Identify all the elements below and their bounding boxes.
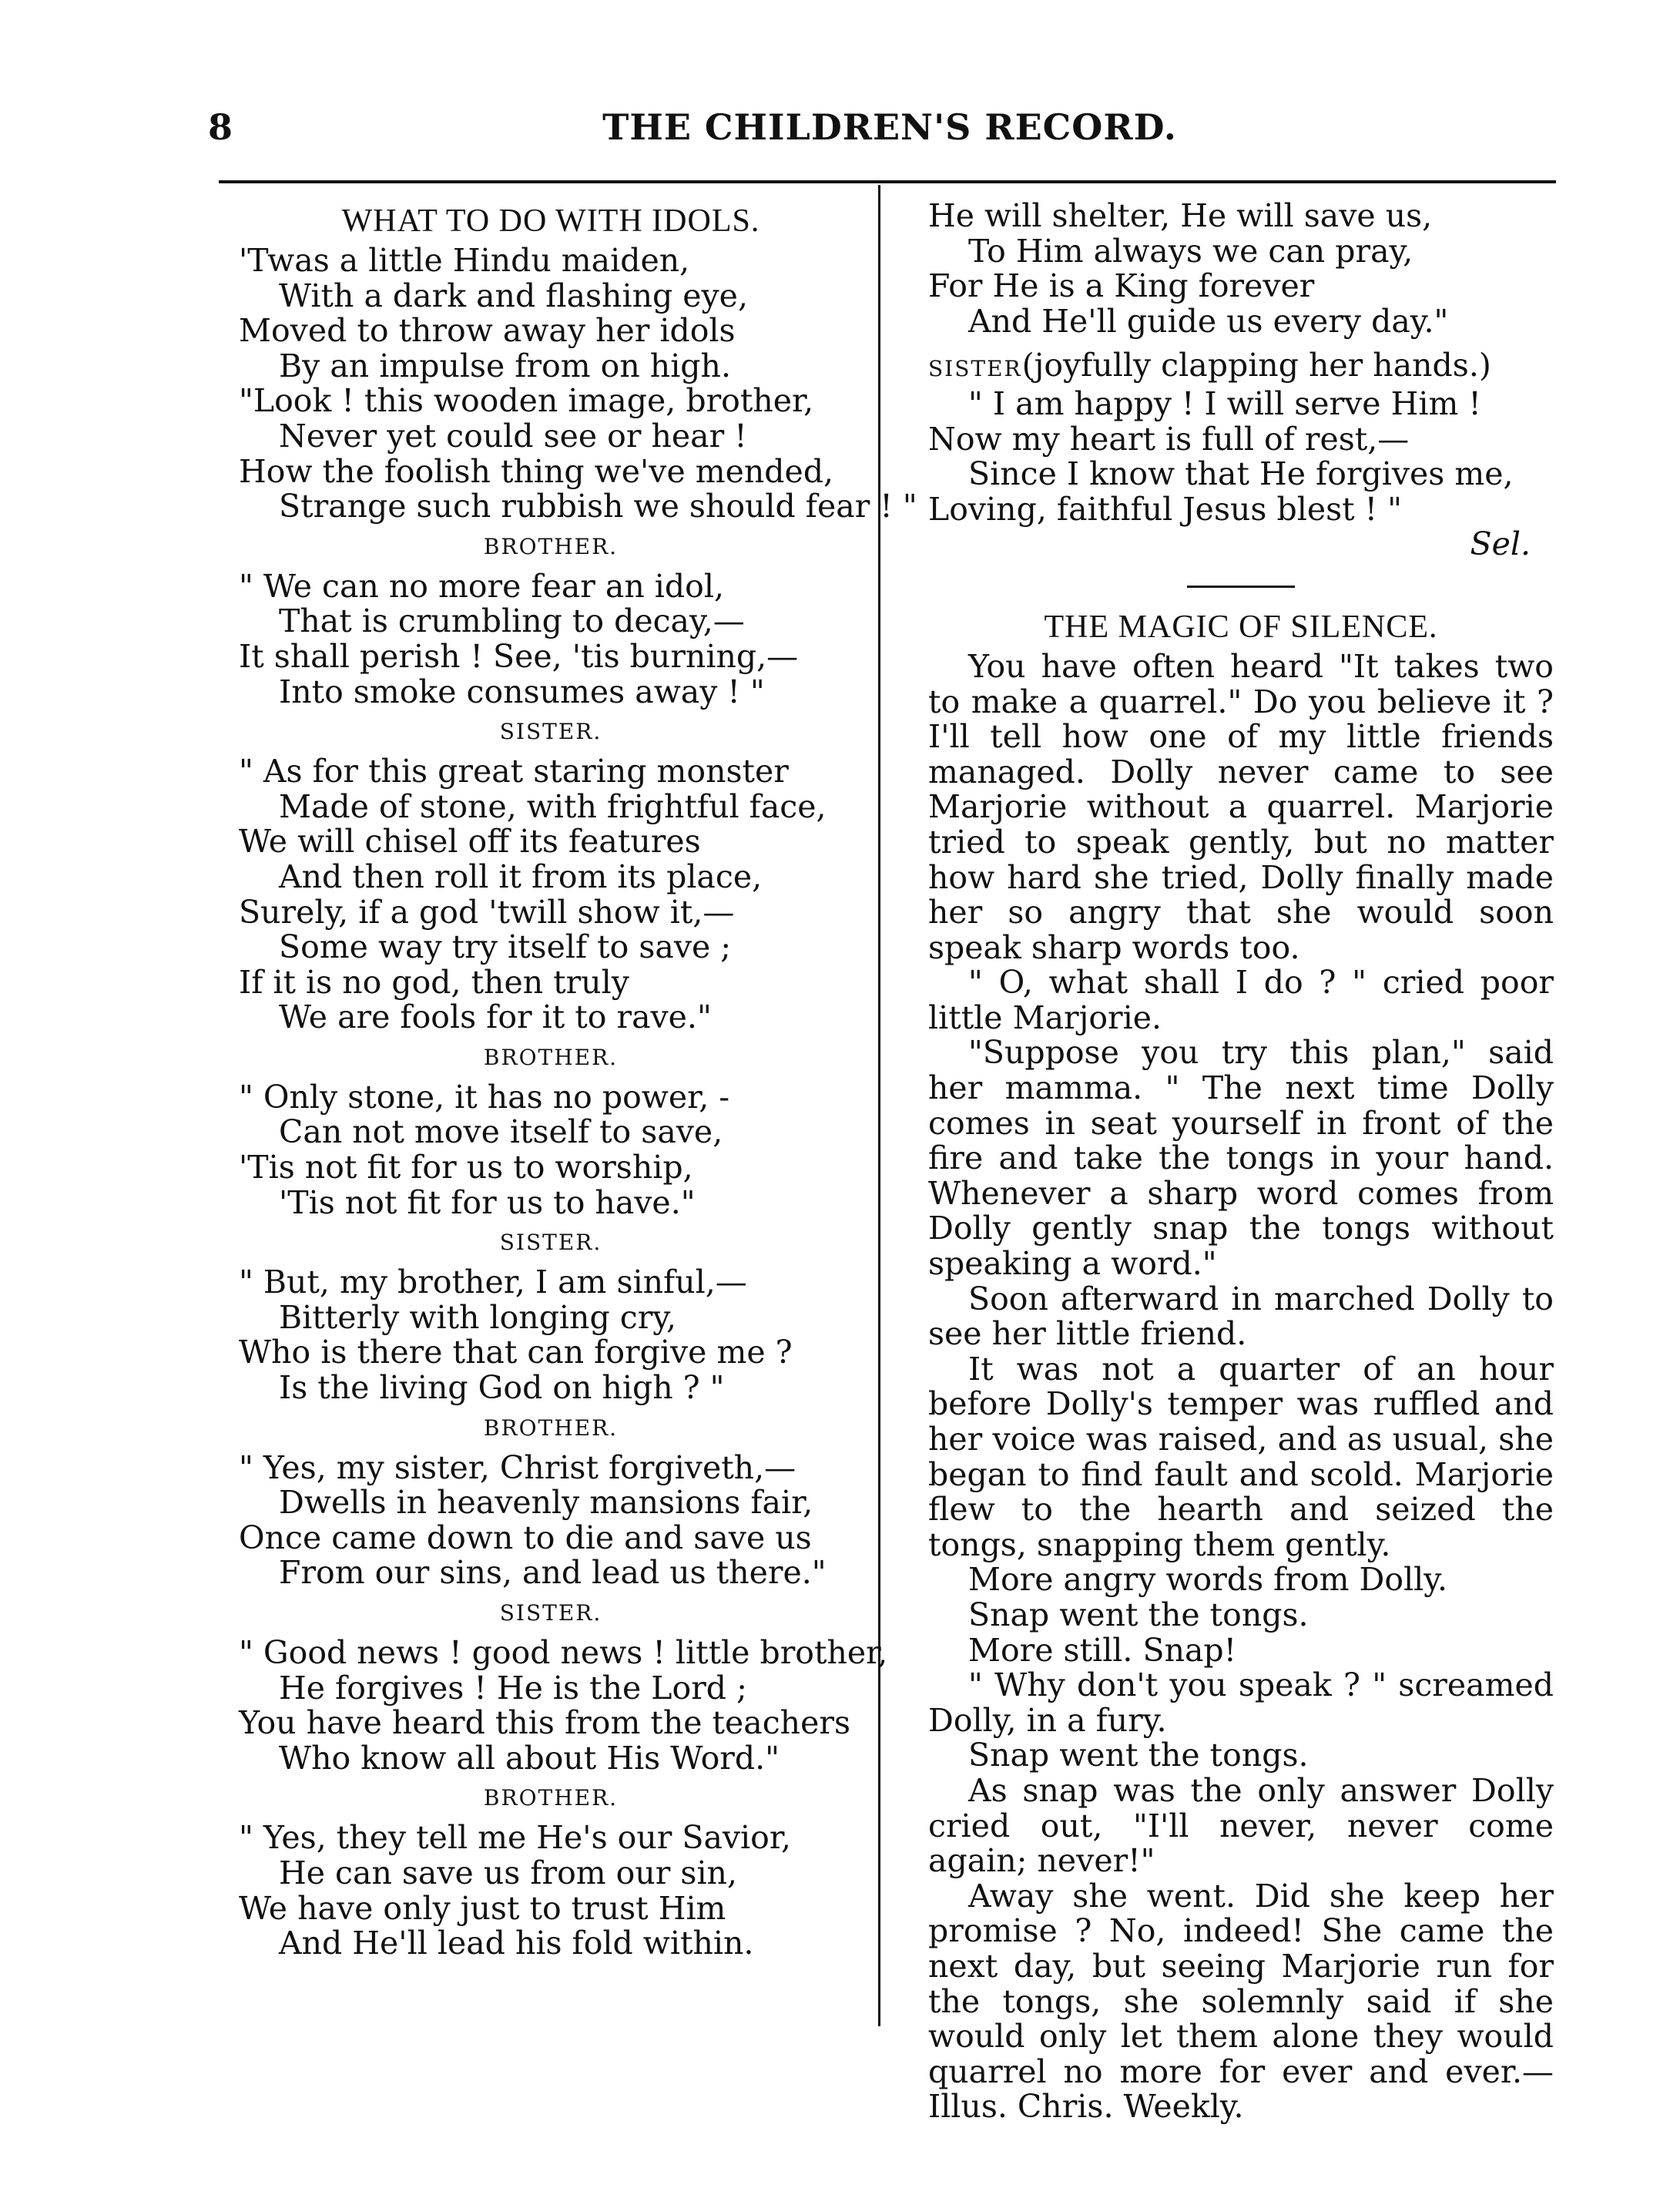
poem-line: We are fools for it to rave." bbox=[279, 998, 712, 1036]
poem-line: " We can no more fear an idol, bbox=[239, 567, 724, 605]
poem-line: He will shelter, He will save us, bbox=[928, 197, 1433, 234]
speaker-label: BROTHER. bbox=[483, 1044, 619, 1070]
poem-line: That is crumbling to decay,— bbox=[279, 602, 745, 640]
poem-line: Surely, if a god 'twill show it,— bbox=[239, 893, 735, 931]
stanza bbox=[239, 242, 917, 525]
paragraph: " O, what shall I do ? " cried poor little Marjorie. bbox=[928, 964, 1554, 1036]
poem-line: For He is a King forever bbox=[928, 267, 1315, 305]
speaker-label: SISTER bbox=[928, 356, 1022, 382]
stanza bbox=[239, 1821, 863, 1961]
paragraph: More still. Snap! bbox=[968, 1631, 1237, 1669]
poem-line: Can not move itself to save, bbox=[279, 1113, 723, 1151]
speaker-line bbox=[928, 348, 1554, 387]
poem-line: And He'll guide us every day." bbox=[968, 302, 1449, 340]
stanza bbox=[239, 1265, 863, 1405]
poem-line: He forgives ! He is the Lord ; bbox=[279, 1669, 747, 1707]
poem-line: " Yes, my sister, Christ forgiveth,— bbox=[239, 1448, 796, 1486]
poem-line: Who know all about His Word." bbox=[279, 1739, 780, 1777]
poem-line: Is the living God on high ? " bbox=[279, 1369, 725, 1407]
stanza bbox=[928, 199, 1554, 339]
poem-line: You have heard this from the teachers bbox=[239, 1704, 850, 1742]
paragraph: Snap went the tongs. bbox=[968, 1596, 1309, 1633]
stanza bbox=[239, 1634, 888, 1777]
poem-line: Who is there that can forgive me ? bbox=[239, 1334, 793, 1371]
poem-line: Some way try itself to save ; bbox=[279, 928, 732, 966]
poem-line: We will chisel off its features bbox=[239, 823, 701, 861]
page-number: 8 bbox=[208, 106, 233, 148]
poem-line: If it is no god, then truly bbox=[239, 963, 629, 1001]
poem-line: And then roll it from its place, bbox=[279, 858, 763, 895]
poem-line: " But, my brother, I am sinful,— bbox=[239, 1264, 747, 1301]
poem-line: It shall perish ! See, 'tis burning,— bbox=[239, 637, 799, 675]
header-rule bbox=[219, 180, 1556, 183]
speaker-label: SISTER. bbox=[499, 1230, 602, 1256]
right-column bbox=[928, 199, 1554, 2125]
stage-direction: (joyfully clapping her hands.) bbox=[1021, 347, 1491, 384]
poem-line: Made of stone, with frightful face, bbox=[279, 787, 827, 825]
paragraph: It was not a quarter of an hour before Dolly's temper was ruffled and her voice was raised, and as usual, she began to find fault and scold. Marjorie flew to the hearth and seized the tongs, snapping them gently. bbox=[928, 1350, 1554, 1563]
paragraph: "Suppose you try this plan," said her mamma. " The next time Dolly comes in seat yourself in front of the fire and take the tongs in your hand. Whenever a sharp word comes from Dolly gently snap the tongs without speaking a word." bbox=[928, 1034, 1554, 1283]
poem-line: 'Tis not fit for us to have." bbox=[279, 1183, 696, 1221]
poem-line: " Good news ! good news ! little brother, bbox=[239, 1634, 888, 1671]
column-divider bbox=[878, 185, 880, 2026]
attribution: Sel. bbox=[1470, 525, 1531, 563]
paragraph: As snap was the only answer Dolly cried out, "I'll never, never come again; never!" bbox=[928, 1771, 1554, 1880]
running-title: THE CHILDREN'S RECORD. bbox=[602, 106, 1177, 148]
speaker-label: BROTHER. bbox=[483, 533, 619, 559]
poem-line: " Only stone, it has no power, - bbox=[239, 1078, 730, 1116]
paragraph: Snap went the tongs. bbox=[968, 1737, 1309, 1774]
left-column bbox=[239, 199, 917, 1962]
paragraph: Away she went. Did she keep her promise ? No, indeed! She came the next day, but seeing Marjorie run for the tongs, she solemnly said if she would only let them alone they would quarrel no more for ever and ever.—Illus. Chris. Weekly. bbox=[928, 1877, 1554, 2126]
poem-line: Into smoke consumes away ! " bbox=[279, 673, 765, 710]
poem-line: With a dark and flashing eye, bbox=[279, 277, 748, 314]
poem-line: "Look ! this wooden image, brother, bbox=[239, 382, 814, 420]
stanza bbox=[239, 754, 863, 1035]
article-title: THE MAGIC OF SILENCE. bbox=[1044, 609, 1438, 645]
poem-line: We have only just to trust Him bbox=[239, 1889, 726, 1927]
poem-line: To Him always we can pray, bbox=[968, 232, 1413, 270]
poem-line: 'Twas a little Hindu maiden, bbox=[239, 242, 690, 279]
section-rule bbox=[1187, 586, 1295, 588]
paragraph: You have often heard "It takes two to make a quarrel." Do you believe it ? I'll tell how one of my little friends managed. Dolly never came to see Marjorie without a quarrel. Marjorie tried to speak gently, but no matter how hard she tried, Dolly finally made her so angry that she would soon speak sharp words too. bbox=[928, 647, 1554, 966]
stanza bbox=[239, 569, 863, 710]
poem-line: By an impulse from on high. bbox=[279, 347, 731, 384]
poem-line: From our sins, and lead us there." bbox=[279, 1554, 827, 1592]
poem-line: He can save us from our sin, bbox=[279, 1854, 738, 1891]
article-body bbox=[928, 649, 1554, 2125]
poem-line: Since I know that He forgives me, bbox=[968, 455, 1514, 493]
poem-line: " I am happy ! I will serve Him ! bbox=[968, 384, 1481, 422]
poem-line: " As for this great staring monster bbox=[239, 753, 789, 790]
poem-line: Strange such rubbish we should fear ! " bbox=[279, 488, 917, 525]
speaker-label: SISTER. bbox=[499, 719, 602, 745]
poem-line: How the foolish thing we've mended, bbox=[239, 452, 834, 490]
paragraph: " Why don't you speak ? " screamed Dolly, in a fury. bbox=[928, 1666, 1554, 1739]
poem-line: And He'll lead his fold within. bbox=[279, 1925, 754, 1962]
speaker-label: BROTHER. bbox=[483, 1415, 619, 1441]
poem-line: Moved to throw away her idols bbox=[239, 312, 736, 350]
speaker-label: BROTHER. bbox=[483, 1785, 619, 1811]
poem-title: WHAT TO DO WITH IDOLS. bbox=[341, 203, 760, 239]
poem-line: Dwells in heavenly mansions fair, bbox=[279, 1484, 813, 1522]
poem-line: 'Tis not fit for us to worship, bbox=[239, 1149, 693, 1186]
stanza bbox=[928, 384, 1554, 528]
poem-line: Never yet could see or hear ! bbox=[279, 417, 747, 455]
paragraph: Soon afterward in marched Dolly to see her little friend. bbox=[928, 1280, 1554, 1353]
poem-line: Bitterly with longing cry, bbox=[279, 1298, 677, 1336]
stanza bbox=[239, 1448, 863, 1592]
paragraph: More angry words from Dolly. bbox=[968, 1561, 1448, 1599]
poem-line: Now my heart is full of rest,— bbox=[928, 420, 1410, 458]
speaker-label: SISTER. bbox=[499, 1600, 602, 1626]
poem-line: Loving, faithful Jesus blest ! " bbox=[928, 490, 1402, 528]
poem-line: Once came down to die and save us bbox=[239, 1519, 812, 1556]
page-header bbox=[208, 106, 1571, 160]
stanza bbox=[239, 1080, 863, 1220]
poem-line: " Yes, they tell me He's our Savior, bbox=[239, 1819, 791, 1857]
